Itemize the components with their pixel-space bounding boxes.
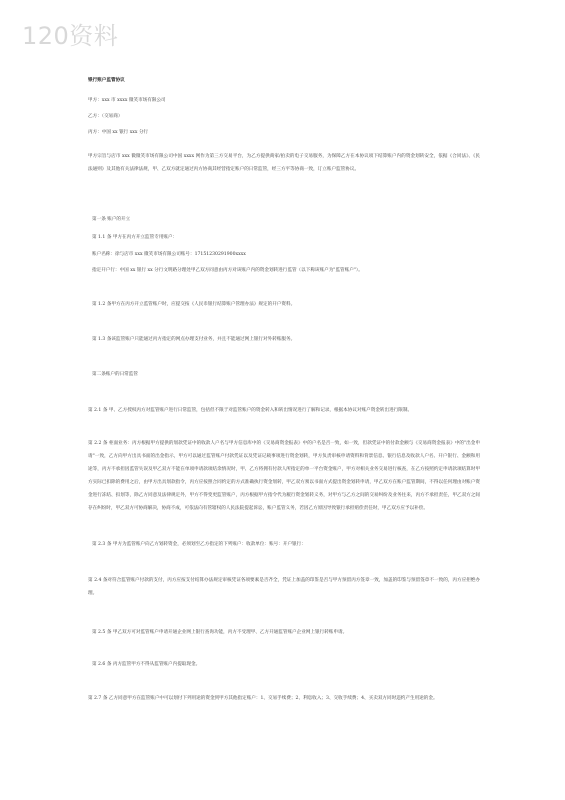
clause-2-2: 第 2.2 条 柜面业务：丙方根据甲方提供的划款凭证中的收款人户名与甲方信息库中的《交易商资金报表》中的户名是否一致，如一致，但款凭证中的付款金额与《交易商资金报表》中的"出金申请"一致，乙方向甲方出具书面的出金指示，甲方可以通过监管账户付款凭证以及凭证记载事项进行资金划转，甲方负责审核申请资料和背景信息、银行信息及收款人户名、开户银行、金额和用途等，丙方不承担因监管失误及甲乙双方不能在单项申请款项结余情况时，甲、乙方将拥有付款人所指定的单一平台资金账户，甲方对相关业务交易进行核查，在乙方按照约定申请款项结算时甲方实际已扣除的费用之后，由甲方出具划款指令，丙方应按照合同约定的方式准确执行资金划转，甲乙双方须以书面方式提出资金划转申请，甲乙双方在账户监管期间，不得以任何理由对账户资金进行冻结、扣划等，除乙方同意及法律规定外，甲方不得变更监管账户，丙方根据甲方指令代为履行资金划转义务，对甲方与乙方之间的交易纠纷及业务往来，丙方不承担责任，甲乙双方之间存在纠纷时，甲乙双方可协商解决，协商不成，可依法向有管辖权的人民法院提起诉讼，账户监管义务，若因乙方原因导致银行承担赔偿责任时，甲乙双方应予以补偿。: [88, 441, 480, 511]
party-b: 乙方：（交易商）: [88, 114, 123, 119]
party-c: 丙方：中国 xx 银行 xxx 分行: [88, 130, 149, 135]
account-name-line: 账户名称：徐与店市 xxx 微笑市场有限公司账号：17151230291900xxxx: [92, 252, 246, 257]
clause-1-1: 第 1.1 条 甲方在丙方开立监管专用账户：: [92, 235, 178, 240]
clause-2-1: 第 2.1 条 甲、乙方授权丙方对监管账户进行日常监管，包括但不限于对监管账户的资金转入和转出情况进行了解和记录，根据本协议对账户资金转出进行限制。: [88, 408, 413, 413]
clause-2-4: 第 2.4 条对符合监管账户付款的支付，丙方应按支付结算办法规定审核凭证各项要素是否齐全，凭证上加盖的印鉴是否与甲方预留丙方签章一致，加盖的印鉴与预留签章不一致的，丙方应拒绝办理。: [88, 578, 480, 596]
document-title: 银行账户监管协议: [88, 78, 125, 83]
article-2-heading: 第二条账户的日常监管: [92, 372, 138, 377]
clause-1-2: 第 1.2 条甲方在丙方开立监管账户时，应提交按《人民币银行结算账户管理办法》规定的开户资料。: [92, 302, 296, 307]
clause-2-6: 第 2.6 条 丙方监管甲方不得从监管账户内提取现金。: [92, 662, 201, 667]
clause-2-3: 第 2.3 条 甲方为监管账户向乙方划转资金，必须划至乙方指定的下列账户：收款单位：账号：开户银行：: [92, 542, 306, 547]
preamble-paragraph: 甲方宗旨与店市 xxx 微微笑市场有限公司中国 xxxx 网作为第三方交易平台，为乙方提供商家/拍卖的电子交易服务，为保障乙方在本协议项下结算账户内的资金划转安全，依据《合同法》、《民法通则》及其他有关法律法规，甲、乙双方就定通过丙方协商其经营指定账户的日常监管，经三方平等协商一致，订立账户监管协议。: [88, 154, 480, 172]
opening-bank-line: 指定开户行：中国 xx 银行 xx 分行文明路分理处甲乙双方同意由丙方对该账户内的资金划转进行监管（以下称该账户为"监管账户"）。: [92, 268, 363, 273]
watermark-text: 120资料: [22, 22, 119, 50]
clause-1-3: 第 1.3 条该监管账户只能通过丙方指定的网点办理支付业务，并且不能通过网上银行对外转账服务。: [92, 337, 296, 342]
article-1-heading: 第一条 账户的开立: [92, 217, 131, 222]
party-a: 甲方：xxx 市 xxxx 微笑市场有限公司: [88, 98, 166, 103]
clause-2-5: 第 2.5 条 甲乙双方可对监管账户申请开通企业网上银行查询功能，丙方不受理甲、乙方开通监管账户企业网上银行转账申请。: [92, 630, 348, 635]
clause-2-7: 第 2.7 条 乙方同意甲方在监管账户中可以划付下列用途的资金到甲方其他指定账户：1、交易手续费；2、利息收入；3、交收手续费；4、买卖双方同时违约产生用途的金。: [88, 696, 438, 701]
